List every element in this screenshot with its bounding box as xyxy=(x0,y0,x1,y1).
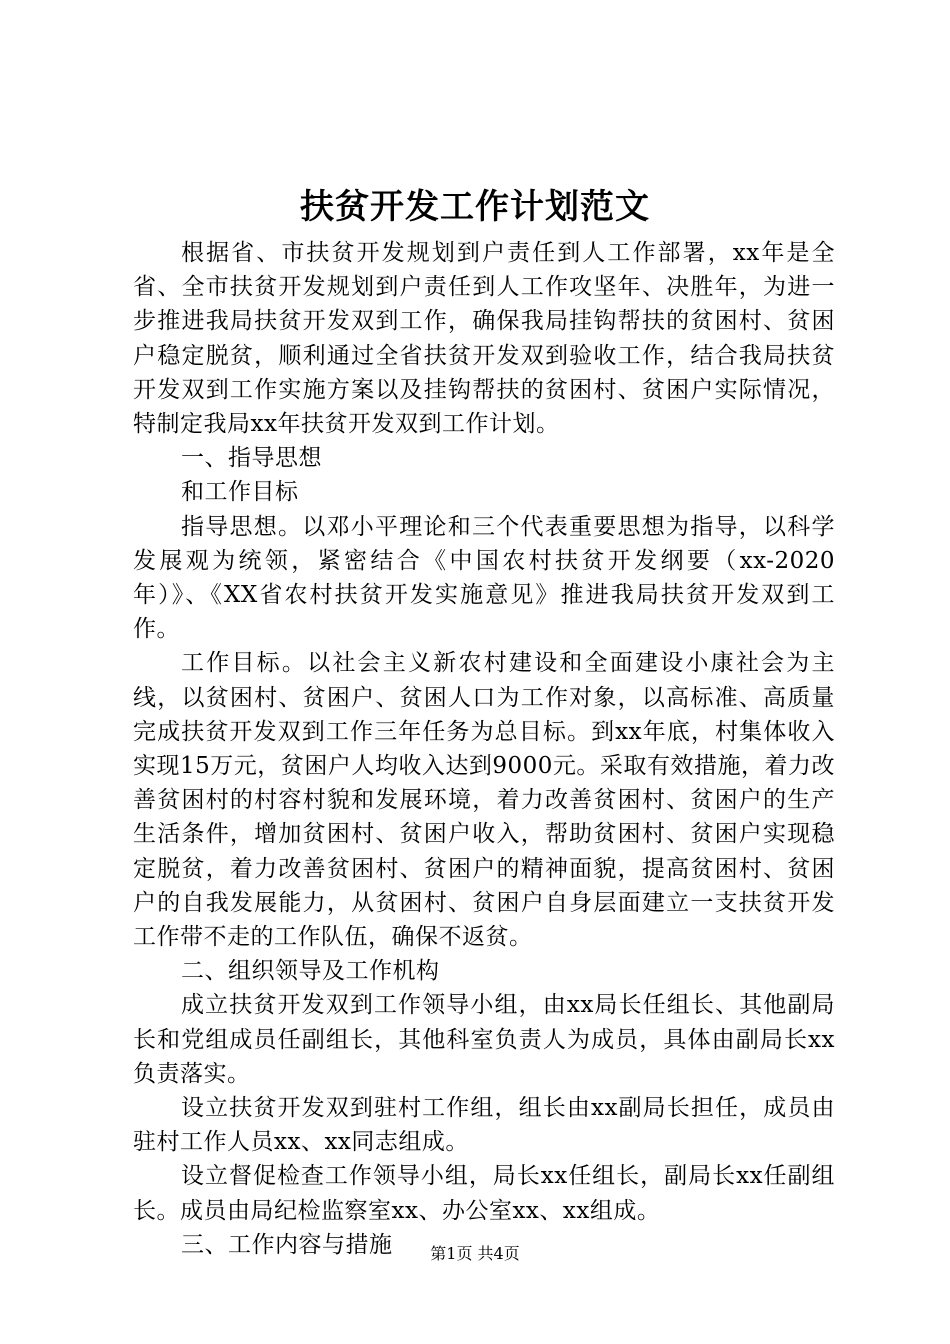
section-heading-3: 三、工作内容与措施 xyxy=(181,1231,393,1258)
section-heading-2: 二、组织领导及工作机构 xyxy=(181,958,440,985)
section-heading-1: 一、指导思想 xyxy=(181,445,322,472)
intro-paragraph: 根据省、市扶贫开发规划到户责任到人工作部署，xx年是全省、全市扶贫开发规划到户责任到人工作攻坚年、决胜年，为进一步推进我局扶贫开发双到工作，确保我局挂钩帮扶的贫困村、贫困户稳定脱贫，顺利通过全省扶贫开发双到验收工作，结合我局扶贫开发双到工作实施方案以及挂钩帮扶的贫困村、贫困户实际情况，特制定我局xx年扶贫开发双到工作计划。 xyxy=(133,240,835,438)
document-title: 扶贫开发工作计划范文 xyxy=(300,187,650,227)
guiding-thought-paragraph: 指导思想。以邓小平理论和三个代表重要思想为指导，以科学发展观为统领，紧密结合《中国农村扶贫开发纲要（xx-2020年）》、《XX省农村扶贫开发实施意见》推进我局扶贫开发双到工作。 xyxy=(133,513,835,643)
document-body xyxy=(133,236,835,1262)
leadership-group-paragraph: 成立扶贫开发双到工作领导小组，由xx局长任组长、其他副局长和党组成员任副组长，其他科室负责人为成员，具体由副局长xx负责落实。 xyxy=(133,992,835,1087)
work-goal-paragraph: 工作目标。以社会主义新农村建设和全面建设小康社会为主线，以贫困村、贫困户、贫困人口为工作对象，以高标准、高质量完成扶贫开发双到工作三年任务为总目标。到xx年底，村集体收入实现15万元，贫困户人均收入达到9000元。采取有效措施，着力改善贫困村的村容村貌和发展环境，着力改善贫困村、贫困户的生产生活条件，增加贫困村、贫困户收入，帮助贫困村、贫困户实现稳定脱贫，着力改善贫困村、贫困户的精神面貌，提高贫困村、贫困户的自我发展能力，从贫困村、贫困户自身层面建立一支扶贫开发工作带不走的工作队伍，确保不返贫。 xyxy=(133,650,835,951)
village-workgroup-paragraph: 设立扶贫开发双到驻村工作组，组长由xx副局长担任，成员由驻村工作人员xx、xx同志组成。 xyxy=(133,1095,835,1156)
page-number-footer: 第1页 共4页 xyxy=(430,1244,520,1263)
section-heading-1-continued: 和工作目标 xyxy=(181,479,299,506)
inspection-group-paragraph: 设立督促检查工作领导小组，局长xx任组长，副局长xx任副组长。成员由局纪检监察室xx、办公室xx、xx组成。 xyxy=(133,1163,835,1224)
